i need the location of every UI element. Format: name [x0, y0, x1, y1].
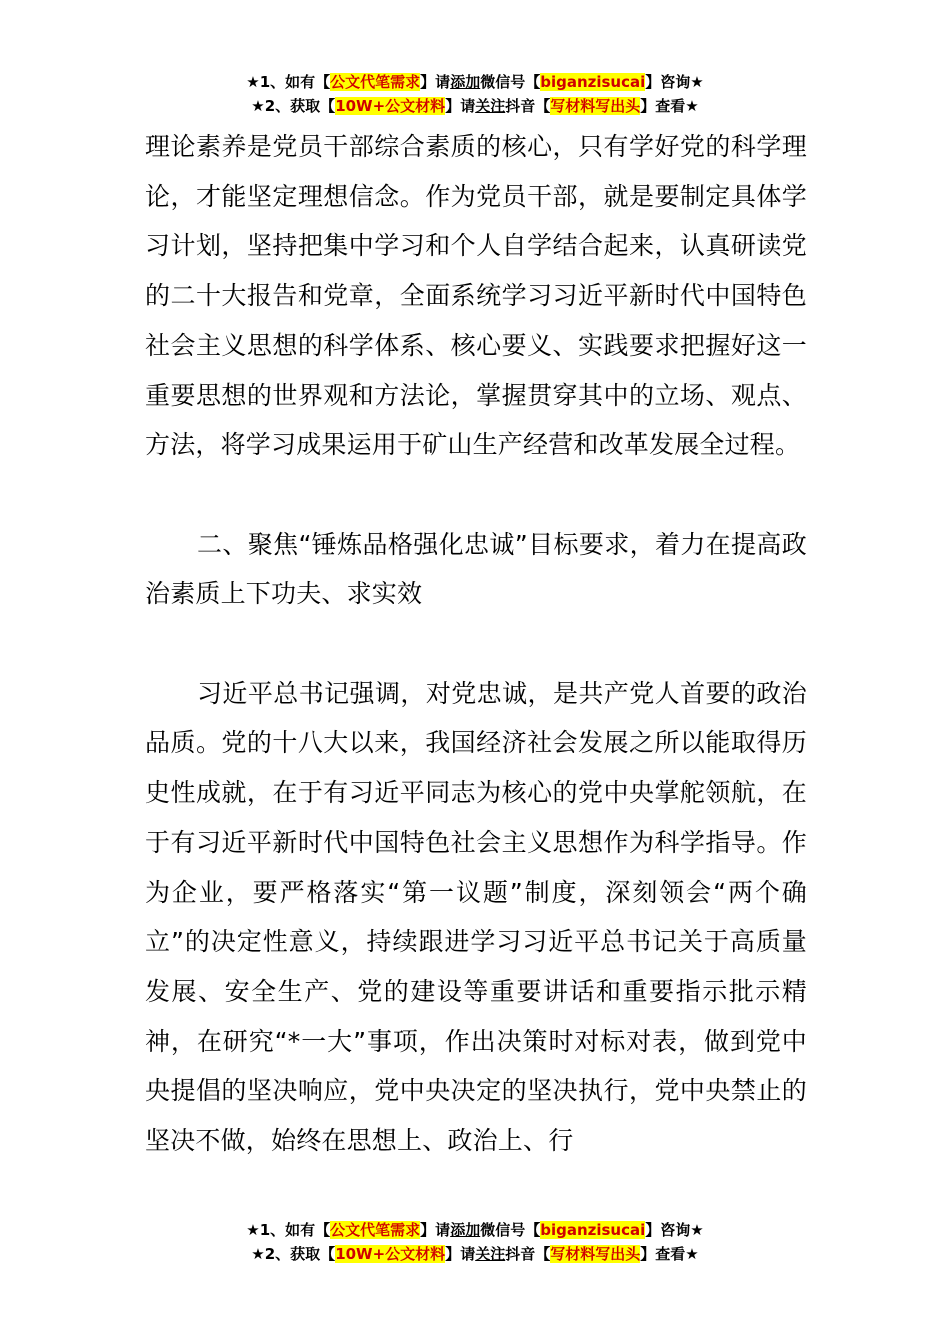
banner-text: 】请: [445, 97, 476, 115]
highlight-douyin: 写材料写出头: [550, 1245, 641, 1263]
banner-text: 微信号【: [480, 73, 541, 91]
banner-text: ★2、获取【: [251, 1245, 336, 1263]
banner-emphasis: 关注: [475, 97, 506, 115]
paragraph-gap: [145, 619, 807, 669]
highlight-wechat-id: biganzisucai: [540, 73, 646, 91]
banner-text: 抖音【: [505, 1245, 551, 1263]
banner-line-2: [0, 94, 950, 118]
banner-emphasis: 添加: [450, 1221, 481, 1239]
banner-text: ★1、如有【: [246, 73, 331, 91]
banner-emphasis: 添加: [450, 73, 481, 91]
banner-text: 】咨询★: [645, 73, 704, 91]
banner-text: 微信号【: [480, 1221, 541, 1239]
paragraph-gap: [145, 470, 807, 520]
banner-text: 】请: [420, 73, 451, 91]
highlight-douyin: 写材料写出头: [550, 97, 641, 115]
highlight-wechat-id: biganzisucai: [540, 1221, 646, 1239]
banner-text: 】查看★: [640, 1245, 699, 1263]
paragraph-1: 理论素养是党员干部综合素质的核心，只有学好党的科学理论，才能坚定理想信念。作为党员干部，就是要制定具体学习计划，坚持把集中学习和个人自学结合起来，认真研读党的二十大报告和党章，全面系统学习习近平新时代中国特色社会主义思想的科学体系、核心要义、实践要求把握好这一重要思想的世界观和方法论，掌握贯穿其中的立场、观点、方法，将学习成果运用于矿山生产经营和改革发展全过程。: [145, 132, 807, 460]
highlight-materials: 10W+公文材料: [335, 97, 446, 115]
section-heading-2: 二、聚焦“锤炼品格强化忠诚”目标要求，着力在提高政治素质上下功夫、求实效: [145, 529, 807, 609]
banner-line-2: [0, 1242, 950, 1266]
highlight-service: 公文代笔需求: [330, 1221, 421, 1239]
footer-banner: [0, 1218, 950, 1266]
banner-emphasis: 关注: [475, 1245, 506, 1263]
banner-text: ★1、如有【: [246, 1221, 331, 1239]
banner-line-1: [0, 70, 950, 94]
banner-text: 】咨询★: [645, 1221, 704, 1239]
banner-text: ★2、获取【: [251, 97, 336, 115]
header-banner: [0, 70, 950, 118]
banner-line-1: [0, 1218, 950, 1242]
paragraph-2: 习近平总书记强调，对党忠诚，是共产党人首要的政治品质。党的十八大以来，我国经济社会发展之所以能取得历史性成就，在于有习近平同志为核心的党中央掌舵领航，在于有习近平新时代中国特色社会主义思想作为科学指导。作为企业，要严格落实“第一议题”制度，深刻领会“两个确立”的决定性意义，持续跟进学习习近平总书记关于高质量发展、安全生产、党的建设等重要讲话和重要指示批示精神，在研究“*一大”事项，作出决策时对标对表，做到党中央提倡的坚决响应，党中央决定的坚决执行，党中央禁止的坚决不做，始终在思想上、政治上、行: [145, 678, 807, 1156]
banner-text: 】请: [445, 1245, 476, 1263]
banner-text: 】请: [420, 1221, 451, 1239]
banner-text: 抖音【: [505, 97, 551, 115]
banner-text: 】查看★: [640, 97, 699, 115]
highlight-materials: 10W+公文材料: [335, 1245, 446, 1263]
document-body: [145, 122, 807, 1166]
highlight-service: 公文代笔需求: [330, 73, 421, 91]
